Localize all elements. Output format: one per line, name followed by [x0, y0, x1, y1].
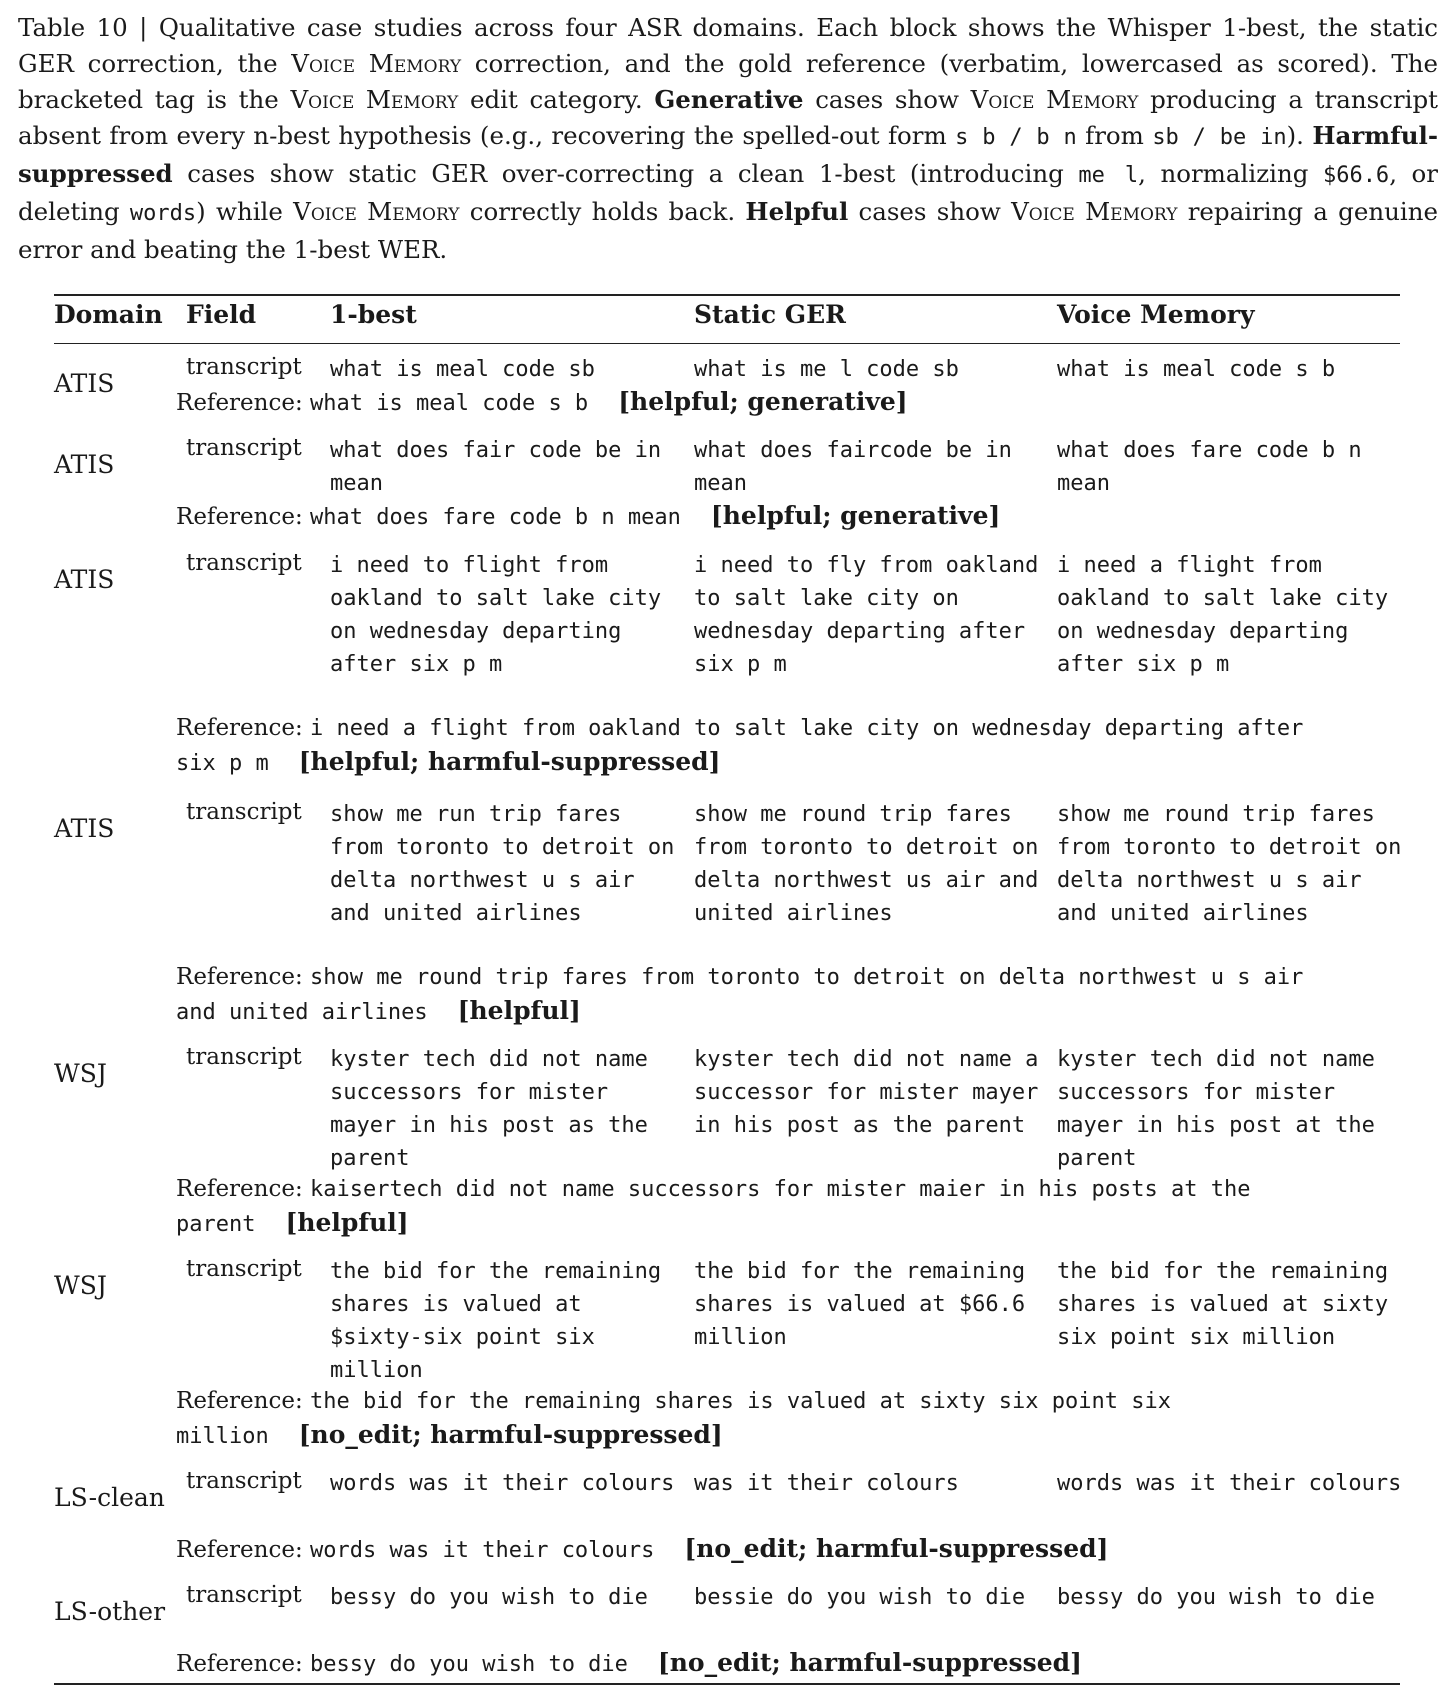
- reference-text: kaisertech did not name successors for mister maier in his posts at the parent: [176, 1177, 1251, 1237]
- edit-category-tag: [helpful]: [457, 996, 581, 1025]
- row-field-label: transcript: [186, 435, 302, 461]
- edit-category-tag: [helpful; harmful-suppressed]: [298, 747, 721, 776]
- caption-voice-memory: Voice Memory: [1011, 197, 1178, 226]
- row-reference: [176, 385, 1356, 420]
- reference-text: i need a flight from oakland to salt lake city on wednesday departing after six p m: [176, 716, 1304, 776]
- row-reference: [176, 1385, 1356, 1453]
- reference-label: Reference:: [176, 964, 303, 990]
- row-field-label: transcript: [186, 799, 302, 825]
- cell-static-ger: bessie do you wish to die: [694, 1585, 1026, 1610]
- cell-voice-memory: what is meal code s b: [1057, 357, 1336, 382]
- caption-text: repairing a genuine error and beating the 1-best WER.: [18, 197, 1439, 264]
- row-reference: [176, 1646, 1356, 1681]
- caption-bold: Generative: [654, 85, 804, 114]
- caption-code: sb / be in: [1152, 125, 1287, 150]
- cell-static-ger: was it their colours: [694, 1471, 959, 1496]
- reference-label: Reference:: [176, 390, 303, 416]
- caption-code: me l: [1078, 163, 1139, 188]
- table-caption: [18, 10, 1438, 268]
- header-1-best: 1-best: [330, 300, 417, 329]
- cell-voice-memory: bessy do you wish to die: [1057, 1585, 1375, 1610]
- cell-static-ger: kyster tech did not name a successor for mister mayer in his post as the parent: [694, 1047, 1039, 1138]
- cell-voice-memory: show me round trip fares from toronto to detroit on delta northwest u s air and united airlines: [1057, 802, 1402, 926]
- cell-static-ger: i need to fly from oakland to salt lake city on wednesday departing after six p m: [694, 553, 1039, 677]
- caption-text: cases show: [803, 85, 971, 114]
- row-field-label: transcript: [186, 1256, 302, 1282]
- caption-text: correctly holds back.: [459, 197, 746, 226]
- row-field-label: transcript: [186, 354, 302, 380]
- caption-bold: Harmful-suppressed: [18, 121, 1439, 188]
- cell-1-best: i need to flight from oakland to salt lake city on wednesday departing after six p m: [330, 553, 662, 677]
- table-header-rule: [54, 343, 1400, 344]
- reference-text: words was it their colours: [310, 1538, 655, 1563]
- row-reference: [176, 1532, 1356, 1567]
- cell-1-best: the bid for the remaining shares is valued at $sixty-six point six million: [330, 1259, 662, 1383]
- header-voice-memory: Voice Memory: [1057, 300, 1255, 329]
- caption-text: correction, and the gold reference (verbatim, lowercased as scored). The bracketed tag is the: [18, 49, 1438, 114]
- row-domain: ATIS: [54, 814, 115, 843]
- header-static-ger: Static GER: [694, 300, 846, 329]
- row-domain: LS-other: [54, 1597, 166, 1626]
- header-domain: Domain: [54, 300, 163, 329]
- reference-label: Reference:: [176, 504, 303, 530]
- row-reference: [176, 961, 1356, 1029]
- row-domain: ATIS: [54, 450, 115, 479]
- reference-text: what does fare code b n mean: [310, 505, 681, 530]
- caption-voice-memory: Voice Memory: [290, 85, 459, 114]
- table-bottom-rule: [54, 1683, 1400, 1685]
- row-domain: ATIS: [54, 565, 115, 594]
- caption-text: ) while: [196, 197, 294, 226]
- caption-text: Table 10 | Qualitative case studies across four ASR domains. Each block shows the Whisper 1-best, the static GER correction, the: [18, 13, 1438, 78]
- cell-voice-memory: words was it their colours: [1057, 1471, 1402, 1496]
- table-top-rule: [54, 294, 1400, 296]
- reference-text: show me round trip fares from toronto to detroit on delta northwest u s air and united airlines: [176, 965, 1304, 1025]
- row-field-label: transcript: [186, 550, 302, 576]
- row-field-label: transcript: [186, 1468, 302, 1494]
- reference-label: Reference:: [176, 1537, 303, 1563]
- cell-1-best: what is meal code sb: [330, 357, 595, 382]
- caption-text: producing a transcript absent from every n-best hypothesis (e.g., recovering the spelled-out form: [18, 85, 1438, 150]
- reference-label: Reference:: [176, 1388, 303, 1414]
- edit-category-tag: [helpful; generative]: [618, 387, 908, 416]
- row-reference: [176, 499, 1356, 534]
- cell-1-best: kyster tech did not name successors for mister mayer in his post as the parent: [330, 1047, 648, 1171]
- reference-text: the bid for the remaining shares is valued at sixty six point six million: [176, 1389, 1171, 1449]
- caption-text: edit category.: [458, 85, 655, 114]
- row-field-label: transcript: [186, 1044, 302, 1070]
- header-field: Field: [186, 300, 257, 329]
- reference-label: Reference:: [176, 1176, 303, 1202]
- edit-category-tag: [helpful; generative]: [710, 501, 1001, 530]
- row-reference: [176, 712, 1356, 780]
- cell-static-ger: what does faircode be in mean: [694, 438, 1012, 496]
- caption-code: words: [129, 201, 197, 226]
- caption-voice-memory: Voice Memory: [970, 85, 1139, 114]
- row-domain: WSJ: [54, 1059, 107, 1088]
- cell-voice-memory: what does fare code b n mean: [1057, 438, 1362, 496]
- caption-voice-memory: Voice Memory: [293, 197, 460, 226]
- caption-text: , normalizing: [1138, 159, 1323, 188]
- cell-1-best: bessy do you wish to die: [330, 1585, 648, 1610]
- caption-text: ).: [1286, 121, 1313, 150]
- reference-text: bessy do you wish to die: [310, 1652, 628, 1677]
- reference-label: Reference:: [176, 715, 303, 741]
- reference-text: what is meal code s b: [310, 391, 589, 416]
- cell-static-ger: show me round trip fares from toronto to detroit on delta northwest us air and united airlines: [694, 802, 1039, 926]
- cell-static-ger: the bid for the remaining shares is valued at $66.6 million: [694, 1259, 1026, 1350]
- cell-1-best: what does fair code be in mean: [330, 438, 662, 496]
- cell-voice-memory: the bid for the remaining shares is valued at sixty six point six million: [1057, 1259, 1389, 1350]
- caption-code: s b / b n: [955, 125, 1077, 150]
- edit-category-tag: [no_edit; harmful-suppressed]: [684, 1534, 1109, 1563]
- edit-category-tag: [helpful]: [285, 1208, 409, 1237]
- caption-text: from: [1076, 121, 1153, 150]
- caption-text: cases show: [848, 197, 1012, 226]
- cell-1-best: show me run trip fares from toronto to detroit on delta northwest u s air and united airlines: [330, 802, 675, 926]
- caption-code: $66.6: [1322, 163, 1390, 188]
- caption-bold: Helpful: [745, 197, 849, 226]
- reference-label: Reference:: [176, 1651, 303, 1677]
- cell-voice-memory: kyster tech did not name successors for mister mayer in his post at the parent: [1057, 1047, 1375, 1171]
- cell-1-best: words was it their colours: [330, 1471, 675, 1496]
- row-reference: [176, 1173, 1356, 1241]
- row-field-label: transcript: [186, 1582, 302, 1608]
- edit-category-tag: [no_edit; harmful-suppressed]: [657, 1648, 1082, 1677]
- edit-category-tag: [no_edit; harmful-suppressed]: [298, 1420, 723, 1449]
- cell-static-ger: what is me l code sb: [694, 357, 959, 382]
- caption-text: , or deleting: [18, 159, 1438, 226]
- cell-voice-memory: i need a flight from oakland to salt lake city on wednesday departing after six p m: [1057, 553, 1389, 677]
- caption-voice-memory: Voice Memory: [291, 49, 462, 78]
- caption-text: cases show static GER over-correcting a clean 1-best (introducing: [172, 159, 1079, 188]
- row-domain: ATIS: [54, 369, 115, 398]
- row-domain: WSJ: [54, 1271, 107, 1300]
- row-domain: LS-clean: [54, 1483, 165, 1512]
